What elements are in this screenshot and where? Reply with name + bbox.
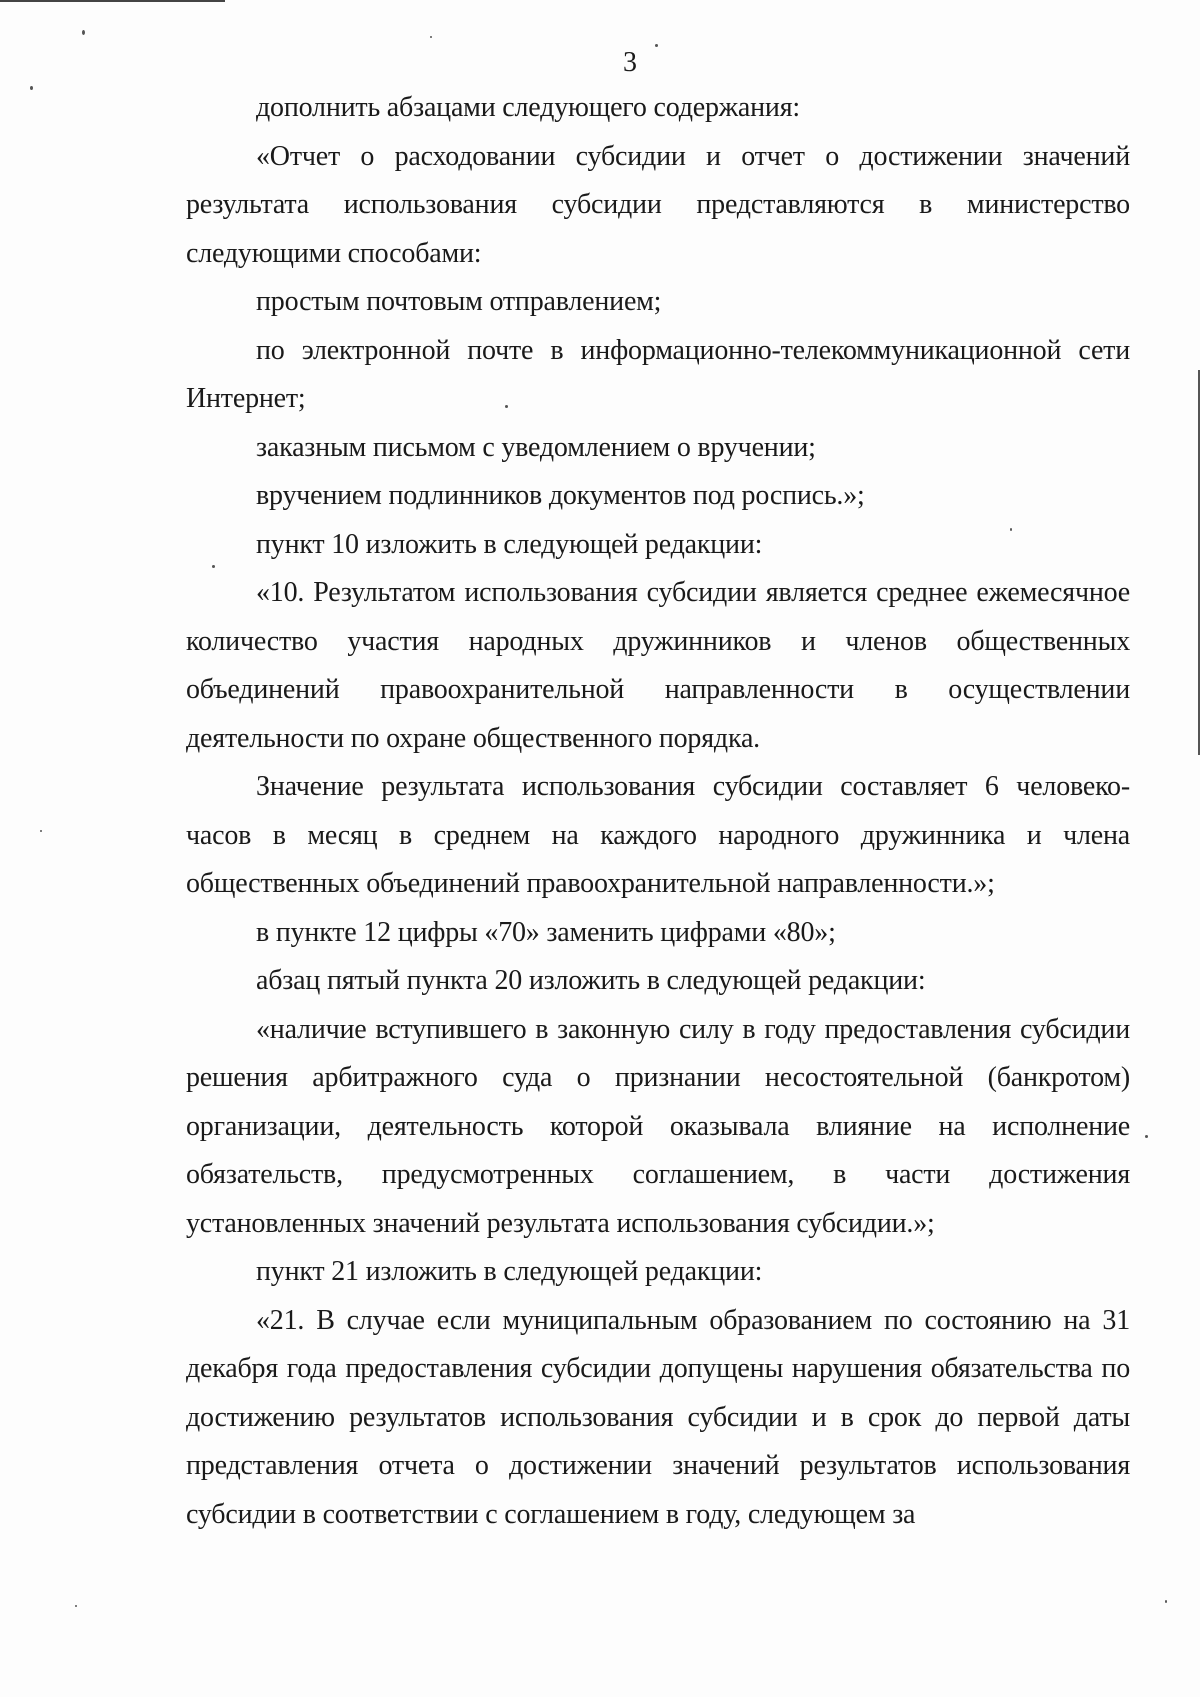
paragraph: дополнить абзацами следующего содержания:	[256, 92, 800, 123]
scan-speck	[40, 830, 42, 832]
paragraph: «10. Результатом использования субсидии является среднее ежемесячное количество участия народных дружинников и членов общественных объединений правоохранительной направленности в осуществлении деятельности по охране общественного порядка.	[186, 577, 1130, 754]
paragraph: пункт 21 изложить в следующей редакции:	[256, 1256, 763, 1287]
scan-speck	[1145, 1135, 1148, 1138]
scan-speck	[75, 1605, 77, 1607]
scan-speck	[82, 30, 85, 35]
paragraph: «Отчет о расходовании субсидии и отчет о достижении значений результата использования субсидии представляются в министерство следующими способами:	[186, 140, 1130, 269]
paragraph: заказным письмом с уведомлением о вручении;	[256, 431, 816, 463]
paragraph: абзац пятый пункта 20 изложить в следующей редакции:	[256, 965, 926, 996]
scan-edge-line-top	[0, 0, 225, 2]
document-body	[186, 84, 1130, 1539]
paragraph: простым почтовым отправлением;	[256, 286, 662, 317]
paragraph: пункт 10 изложить в следующей редакции:	[256, 528, 763, 560]
paragraph: в пункте 12 цифры «70» заменить цифрами «80»;	[256, 916, 836, 948]
paragraph: вручением подлинников документов под роспись.»;	[256, 480, 865, 511]
paragraph: «21. В случае если муниципальным образованием по состоянию на 31 декабря года предоставления субсидии допущены нарушения обязательства по достижению результатов использования субсидии и в срок до первой даты представления отчета о достижении значений результатов использования субсидии в соответствии с соглашением в году, следующем за	[186, 1304, 1130, 1530]
scan-speck	[30, 86, 33, 90]
paragraph: Значение результата использования субсидии составляет 6 человеко-часов в месяц в среднем на каждого народного дружинника и члена общественных объединений правоохранительной направленности.»;	[186, 771, 1130, 899]
page-number: 3	[623, 47, 637, 78]
scan-speck	[430, 36, 432, 38]
paragraph: «наличие вступившего в законную силу в году предоставления субсидии решения арбитражного суда о признании несостоятельной (банкротом) организации, деятельность которой оказывала влияние на исполнение обязательств, предусмотренных соглашением, в части достижения установленных значений результата использования субсидии.»;	[186, 1013, 1130, 1239]
scan-speck	[1165, 1600, 1167, 1603]
paragraph: по электронной почте в информационно-телекоммуникационной сети Интернет;	[186, 334, 1130, 414]
